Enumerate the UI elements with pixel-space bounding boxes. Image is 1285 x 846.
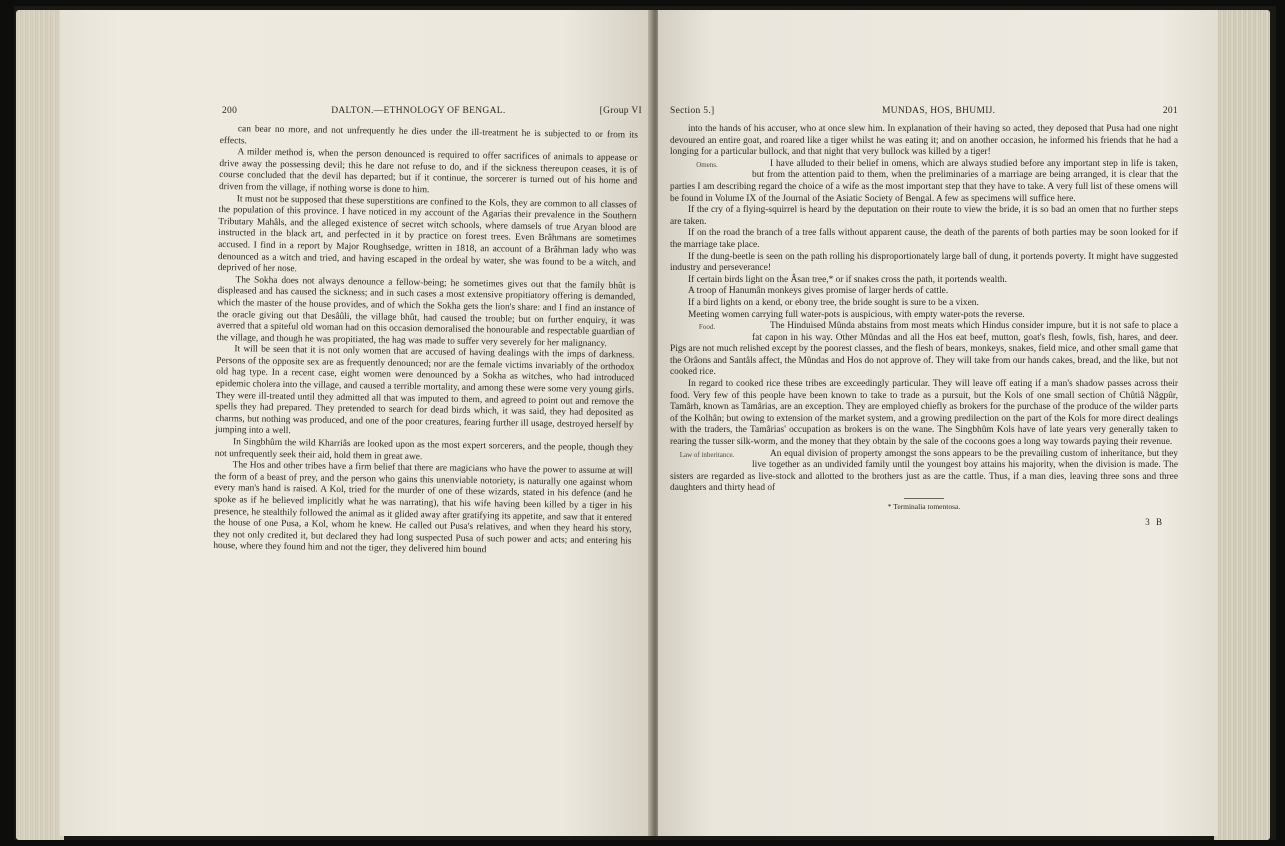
paragraph: A troop of Hanumân monkeys gives promise of larger herds of cattle. bbox=[688, 286, 949, 297]
paragraph: into the hands of his accuser, who at once slew him. In explanation of their having so acted, they deposed that Pusa had one night devoured an entire goat, and roared like a tiger whilst he was eating it; and on another occasion, he informed his friends that he had a longing for a particular bullock, and that night that very bullock was killed by a tiger! bbox=[670, 124, 1178, 158]
margin-note-food: Food. bbox=[698, 323, 716, 332]
paragraph: If on the road the branch of a tree falls without apparent cause, the death of the parents of both parties may be soon looked for if the marriage take place. bbox=[670, 228, 1178, 250]
paragraph: If the cry of a flying-squirrel is heard by the deputation on their route to view the bride, it is so bad an omen that no further steps are taken. bbox=[670, 205, 1178, 227]
running-title: MUNDAS, HOS, BHUMIJ. bbox=[881, 106, 996, 116]
right-page-edges bbox=[1214, 10, 1270, 840]
left-page-edges bbox=[16, 10, 64, 840]
group-label: [Group VI bbox=[599, 106, 642, 116]
left-page bbox=[60, 10, 652, 836]
page-number: 200 bbox=[222, 106, 238, 116]
margin-note-omens: Omens. bbox=[696, 160, 718, 169]
paragraph: A milder method is, when the person denounced is required to offer sacrifices of animals to appease or drive away the possessing devil; this he dare not refuse to do, and if the sickness thereupon ceases, it is of course concluded that the devil has departed; but if it continue, the sorcerer is turned out of his home and driven from the village, if nothing worse is done to him. bbox=[218, 147, 638, 196]
paragraph: If a bird lights on a kend, or ebony tree, the bride sought is sure to be a vixen. bbox=[688, 297, 979, 308]
paragraph: It must not be supposed that these superstitions are confined to the Kols, they are common to all classes of the population of this province. I have noticed in my account of the Agarias their prevalence in the Southern Tributary Mahâls, and the alleged existence of secret witch schools, where damsels of true Aryan blood are instructed in the black art, and perfected in it by practice on forest trees. Even Brâhmans are sometimes accused. I find in a report by Major Roughsedge, written in 1818, an account of a Brâhman lady who was denounced as a witch and tried, and having escaped in the ordeal by water, she was found to be a witch, and deprived of her nose. bbox=[217, 193, 637, 275]
footnote-rule bbox=[904, 498, 944, 499]
left-page-body bbox=[213, 124, 638, 559]
section-label: Section 5.] bbox=[670, 106, 715, 116]
paragraph: If certain birds light on the Âsan tree,* or if snakes cross the path, it portends wealth. bbox=[688, 274, 1007, 285]
signature-mark: 3 B bbox=[1145, 516, 1164, 527]
margin-note-inheritance: Law of inheritance. bbox=[679, 450, 735, 459]
paragraph: The Hos and other tribes have a firm belief that there are magicians who have the power to assume at will the form of a beast of prey, and the person who gains this unenviable notoriety, is naturally one against whom every man's hand is raised. A Kol, tried for the murder of one of these wizards, stated in his defence (and he spoke as if he believed implicitly what he was narrating), that his wife having been killed by a tiger in his presence, he stealthily followed the animal as it glided away after gratifying its appetite, and saw that it entered the house of one Pusa, a Kol, whom he knew. He called out Pusa's relatives, and when they heard his story, they not only credited it, but declared they had long suspected Pusa of such power and acts; and entering his house, where they found him and not the tiger, they delivered him bound bbox=[213, 460, 633, 556]
paragraph: If the dung-beetle is seen on the path rolling his disproportionately large ball of dung, it portends poverty. It might have suggested industry and perseverance! bbox=[670, 251, 1178, 274]
right-page-header bbox=[670, 106, 1178, 116]
paragraph: It will be seen that it is not only women that are accused of having dealings with the imps of darkness. Persons of the opposite sex are as frequently denounced; nor are the female victims invariably of the orthodox old hag type. In a recent case, eight women were denounced by a Sokha as witches, who had introduced epidemic cholera into the village, and caused a terrible mortality, and among these were some very young girls. They were ill-treated until they admitted all that was imputed to them, and agreed to point out and remove the spells they had prepared. They pretended to search for dead birds which, it was said, they had deposited as charms, but nothing was produced, and one of the poor creatures, fearing further ill usage, destroyed herself by jumping into a well. bbox=[215, 344, 635, 437]
right-page bbox=[658, 10, 1218, 836]
page-number: 201 bbox=[1162, 106, 1178, 116]
paragraph: I have alluded to their belief in omens, which are always studied before any important step in life is taken, but from the attention paid to them, when the preliminaries of a marriage are being arranged, it is clear that the parties I am describing regard the choice of a wife as the most important step that they have to take. A very full list of these omens will be found in Volume IX of the Journal of the Asiatic Society of Bengal. A few as specimens will suffice here. bbox=[670, 158, 1178, 204]
paragraph: Meeting women carrying full water-pots is auspicious, with empty water-pots the reverse. bbox=[688, 309, 1025, 320]
paragraph: In Singbhûm the wild Kharriâs are looked upon as the most expert sorcerers, and the people, though they not unfrequently seek their aid, hold them in great awe. bbox=[214, 437, 634, 462]
running-title: DALTON.—ETHNOLOGY OF BENGAL. bbox=[331, 106, 506, 116]
paragraph: An equal division of property amongst the sons appears to be the prevailing custom of inheritance, but they live together as an undivided family until the youngest boy attains his majority, when the division is made. The sisters are regarded as live-stock and allotted to the brothers just as are the cattle. Thus, if a man dies, leaving three sons and three daughters and thirty head of bbox=[670, 448, 1178, 494]
left-page-header bbox=[222, 106, 642, 116]
paragraph: can bear no more, and not unfrequently he dies under the ill-treatment he is subjected to or from its effects. bbox=[219, 124, 638, 147]
paragraph: The Sokha does not always denounce a fellow-being; he sometimes gives out that the family bhût is displeased and has caused the sickness; and in such cases a most extensive propitiatory offering is demanded, which the master of the house provides, and of which the Sokha gets the lion's share: and I find an instance of the oracle giving out that Desâûli, the village bhût, had caused the trouble; but on further enquiry, it was averred that a spiteful old woman had on this occasion demoralised the honourable and respectable guardian of the village, and though he was propitiated, the hag was made to suffer very severely for her malignancy. bbox=[216, 274, 636, 349]
paragraph: The Hinduised Mûnda abstains from most meats which Hindus consider impure, but it is not safe to place a fat capon in his way. Other Mûndas and all the Hos eat beef, mutton, goat's flesh, fowls, fish, hares, and deer. Pigs are not much relished except by the poorest classes, and the flesh of bears, monkeys, snakes, field mice, and other small game that the Orâons and Santâls affect, the Mûndas and Hos do not approve of. They will take from our hands cakes, bread, and the like, but not cooked rice. bbox=[670, 321, 1178, 378]
paragraph: In regard to cooked rice these tribes are exceedingly particular. They will leave off eating if a man's shadow passes across their food. Very few of this people have been known to take to trade as a pursuit, but the Kols of one small section of Chûtiâ Nâgpûr, Tamârh, known as Tamârias, are an exception. They are employed chiefly as brokers for the purchase of the produce of the wilder parts of the Kolhân; but owing to extension of the market system, and a growing predilection on the part of the Kols for more direct dealings with the traders, the Tamârias' occupation as brokers is on the wane. The Singbhûm Kols have of late years very generally taken to rearing the tusser silk-worm, and the money that they obtain by the sale of the cocoons goes a long way towards paying their revenue. bbox=[670, 379, 1178, 448]
right-page-body bbox=[670, 124, 1178, 528]
footnote: * Terminalia tomentosa. bbox=[887, 502, 961, 511]
